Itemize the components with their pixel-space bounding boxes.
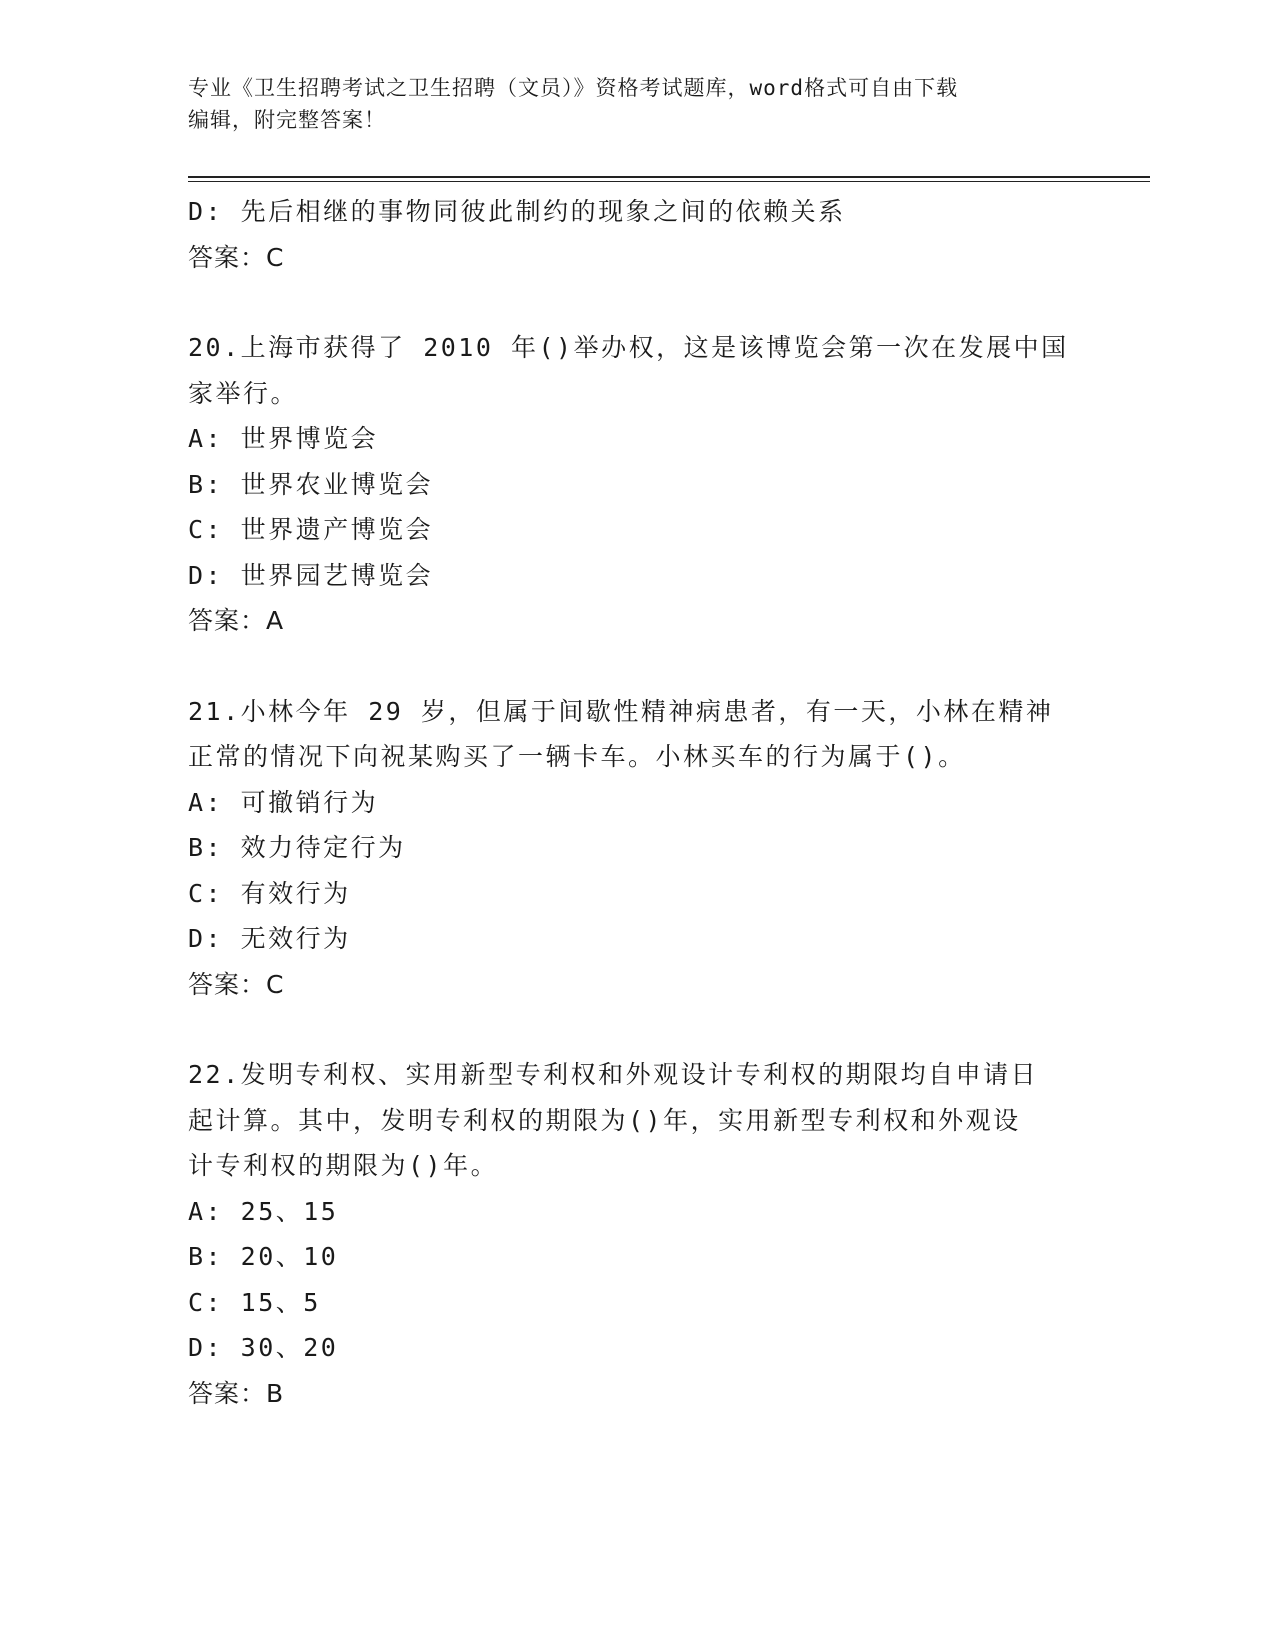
option-a: A: 世界博览会 [188, 424, 379, 453]
document-header [188, 72, 1088, 136]
option-d: D: 无效行为 [188, 924, 351, 953]
option-d: D: 先后相继的事物同彼此制约的现象之间的依赖关系 [188, 197, 846, 226]
question-stem-line: 起计算。其中，发明专利权的期限为()年，实用新型专利权和外观设 [188, 1105, 1021, 1135]
option-a: A: 25、15 [188, 1196, 339, 1226]
answer-line: 答案：A [188, 606, 285, 635]
question-21 [188, 689, 1088, 1008]
header-line-1: 专业《卫生招聘考试之卫生招聘（文员）》资格考试题库，word格式可自由下载 [188, 76, 959, 100]
question-content [188, 189, 1088, 1416]
header-line-2: 编辑，附完整答案！ [188, 108, 386, 132]
question-stem-line: 20.上海市获得了 2010 年()举办权，这是该博览会第一次在发展中国 [188, 333, 1069, 362]
option-c: C: 15、5 [188, 1287, 321, 1317]
option-b: B: 世界农业博览会 [188, 469, 434, 499]
option-d: D: 世界园艺博览会 [188, 560, 434, 590]
question-stem-line: 22.发明专利权、实用新型专利权和外观设计专利权的期限均自申请日 [188, 1060, 1039, 1089]
question-stem-line: 正常的情况下向祝某购买了一辆卡车。小林买车的行为属于()。 [188, 742, 966, 771]
question-stem-line: 21.小林今年 29 岁，但属于间歇性精神病患者，有一天，小林在精神 [188, 696, 1054, 726]
question-22 [188, 1052, 1088, 1416]
question-19-tail [188, 189, 1088, 280]
answer-line: 答案：C [188, 242, 285, 272]
option-d: D: 30、20 [188, 1333, 339, 1362]
question-stem-line: 计专利权的期限为()年。 [188, 1151, 499, 1180]
answer-line: 答案：B [188, 1378, 285, 1408]
question-20 [188, 325, 1088, 644]
answer-line: 答案：C [188, 969, 285, 999]
header-divider-thick [188, 176, 1150, 178]
option-b: B: 20、10 [188, 1242, 339, 1271]
option-b: B: 效力待定行为 [188, 833, 406, 862]
header-divider-thin [188, 181, 1150, 182]
question-stem-line: 家举行。 [188, 378, 299, 408]
option-a: A: 可撤销行为 [188, 787, 379, 817]
option-c: C: 世界遗产博览会 [188, 515, 434, 544]
option-c: C: 有效行为 [188, 878, 351, 908]
